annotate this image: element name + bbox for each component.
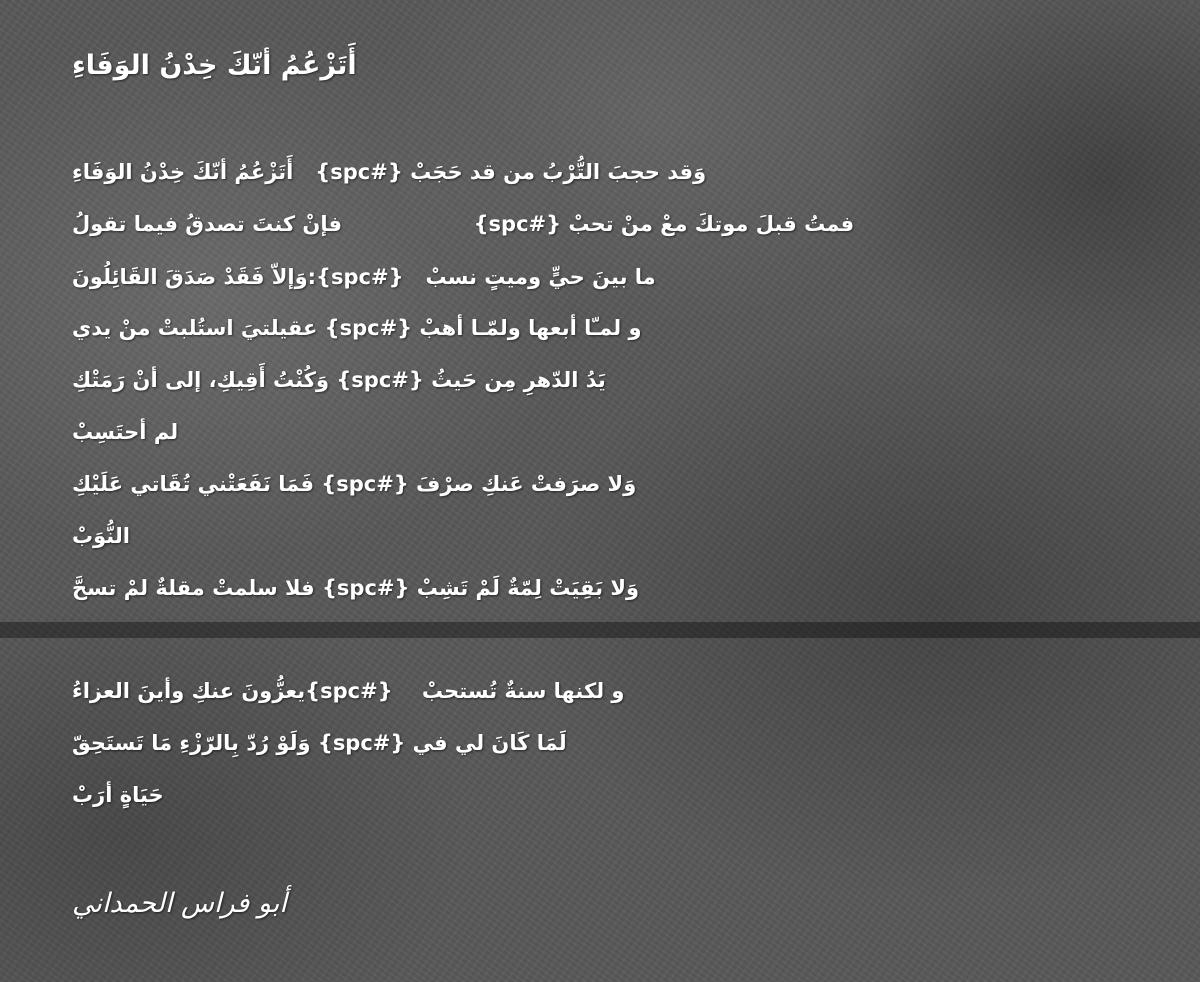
poem-line: لَمَا كَانَ لي في {#spc} وَلَوْ رُدّ بِالرّزْءِ مَا تَستَحِقّ [72,731,567,755]
poem-author: أبو فراس الحمداني [72,888,287,919]
poem-line: النُّوَبْ [72,524,130,548]
poem-line: يَدُ الدّهرِ مِن حَيثُ {#spc} وَكُنْتُ أَقِيكِ، إلى أنْ رَمَتْكِ [72,368,606,392]
poem-line: فمتُ قبلَ موتكَ معْ منْ تحبْ {#spc} فإنْ كنتَ تصدقُ فيما تقولُ [72,212,855,236]
divider-band [0,622,1200,638]
poem-line: ما بينَ حيٍّ وميتٍ نسبْ {#spc}:وَإلاّ فَقَدْ صَدَقَ القَائِلُونَ [72,265,656,289]
poem-title: أَتَزْعُمُ أنّكَ خِدْنُ الوَفَاءِ [72,50,357,81]
poem-line: وَلا صرَفتْ عَنكِ صرْفَ {#spc} فَمَا نَفَعَتْني تُقَاتي عَلَيْكِ [72,472,637,496]
poem-line: وَلا بَقِيَتْ لِمّةٌ لَمْ تَشِبْ {#spc} فلا سلمتْ مقلةٌ لمْ تسحَّ [72,576,640,600]
poem-line: و لكنها سنةٌ تُستحبْ {#spc}يعزُّونَ عنكِ وأينَ العزاءُ [72,679,625,703]
poem-line: وَقد حجبَ التُّرْبُ من قد حَجَبْ {#spc} أَتَزْعُمُ أنّكَ خِدْنُ الوَفَاءِ [72,160,707,184]
poem-line: حَيَاةٍ أرَبْ [72,783,164,807]
poem-line: لم أحتَسِبْ [72,420,179,444]
poem-line: و لمـّا أبعها ولمّـا أهبْ {#spc} عقيلتيَ استُلبتْ منْ يدي [72,316,642,340]
